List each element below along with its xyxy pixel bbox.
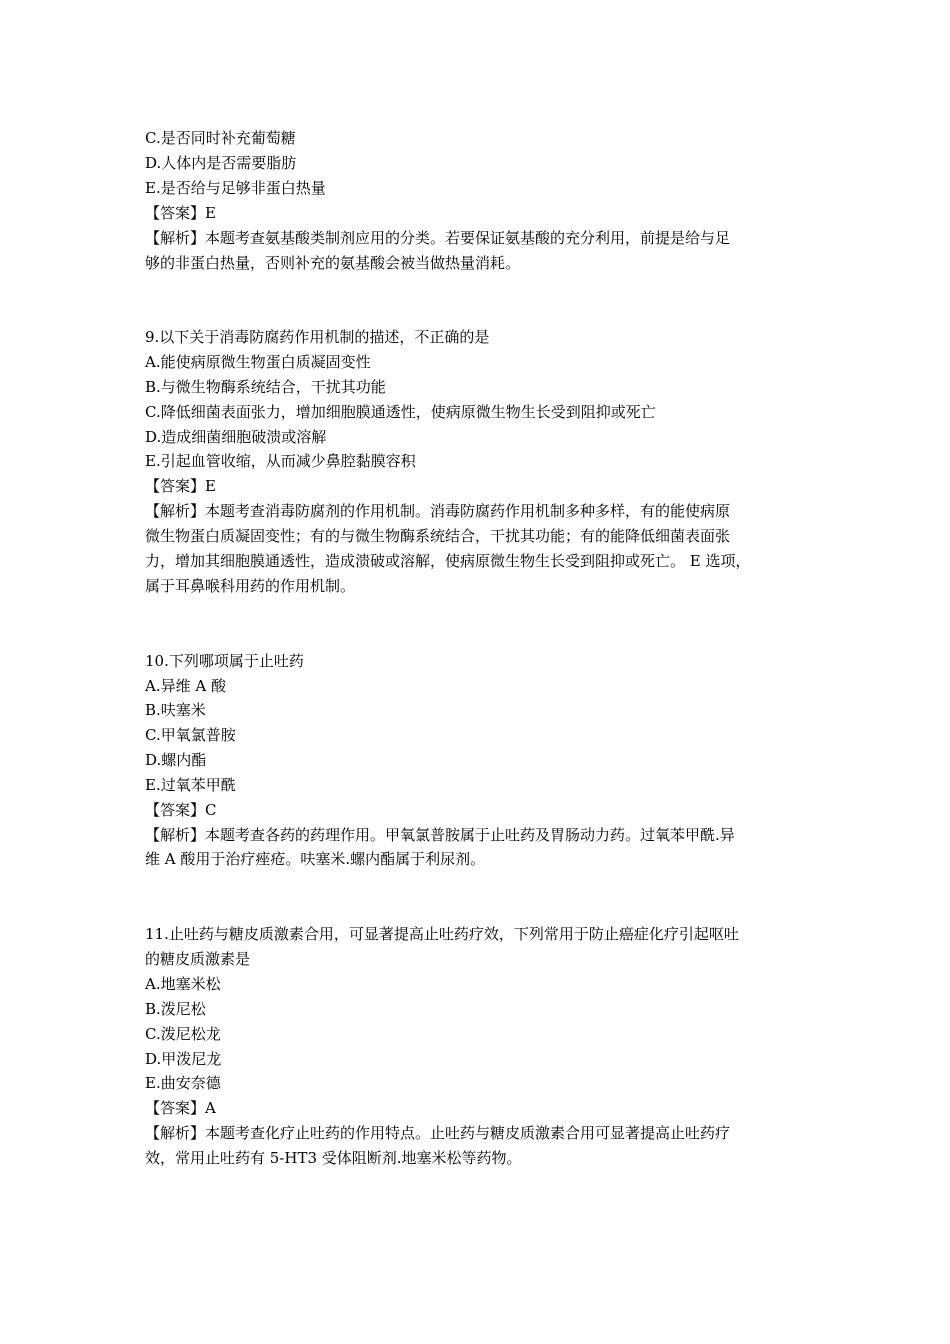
option-line: B.呋塞米 — [145, 701, 206, 719]
text-line: D.人体内是否需要脂肪 — [145, 154, 297, 172]
analysis-line: 【解析】本题考查各药的药理作用。甲氧氯普胺属于止吐药及胃肠动力药。过氧苯甲酰.异 — [145, 826, 735, 844]
analysis-line: 微生物蛋白质凝固变性；有的与微生物酶系统结合，干扰其功能；有的能降低细菌表面张 — [145, 527, 731, 545]
option-line: E.过氧苯甲酰 — [145, 776, 236, 794]
answer-line: 【答案】E — [145, 477, 216, 495]
question-title: 10.下列哪项属于止吐药 — [145, 652, 304, 670]
question-title: 的糖皮质激素是 — [145, 950, 251, 968]
option-line: D.造成细菌细胞破溃或溶解 — [145, 428, 327, 446]
option-line: B.与微生物酶系统结合，干扰其功能 — [145, 378, 386, 396]
option-line: D.螺内酯 — [145, 751, 207, 769]
option-line: A.能使病原微生物蛋白质凝固变性 — [145, 353, 371, 371]
analysis-line: 【解析】本题考查消毒防腐剂的作用机制。消毒防腐药作用机制多种多样，有的能使病原 — [145, 502, 731, 520]
question-title: 11.止吐药与糖皮质激素合用，可显著提高止吐药疗效，下列常用于防止癌症化疗引起呕吐 — [145, 925, 739, 943]
option-line: C.泼尼松龙 — [145, 1025, 221, 1043]
answer-line: 【答案】C — [145, 801, 217, 819]
analysis-line: 效，常用止吐药有 5-HT3 受体阻断剂.地塞米松等药物。 — [145, 1149, 522, 1167]
analysis-line: 力，增加其细胞膜通透性，造成溃破或溶解，使病原微生物生长受到阻抑或死亡。 E 选项， — [145, 552, 751, 570]
analysis-line: 【解析】本题考查氨基酸类制剂应用的分类。若要保证氨基酸的充分利用，前提是给与足 — [145, 229, 731, 247]
option-line: C.降低细菌表面张力，增加细胞膜通透性，使病原微生物生长受到阻抑或死亡 — [145, 403, 656, 421]
option-line: C.甲氧氯普胺 — [145, 726, 236, 744]
answer-line: 【答案】E — [145, 204, 216, 222]
option-line: D.甲泼尼龙 — [145, 1050, 222, 1068]
option-line: E.引起血管收缩，从而减少鼻腔黏膜容积 — [145, 452, 416, 470]
option-line: A.异维 A 酸 — [145, 677, 226, 695]
option-line: E.曲安奈德 — [145, 1074, 221, 1092]
analysis-line: 【解析】本题考查化疗止吐药的作用特点。止吐药与糖皮质激素合用可显著提高止吐药疗 — [145, 1124, 731, 1142]
option-line: B.泼尼松 — [145, 1000, 206, 1018]
question-title: 9.以下关于消毒防腐药作用机制的描述，不正确的是 — [145, 328, 490, 346]
analysis-line: 维 A 酸用于治疗痤疮。呋塞米.螺内酯属于利尿剂。 — [145, 850, 486, 868]
text-line: E.是否给与足够非蛋白热量 — [145, 179, 326, 197]
analysis-line: 够的非蛋白热量，否则补充的氨基酸会被当做热量消耗。 — [145, 254, 521, 272]
answer-line: 【答案】A — [145, 1099, 216, 1117]
text-line: C.是否同时补充葡萄糖 — [145, 129, 296, 147]
option-line: A.地塞米松 — [145, 975, 221, 993]
analysis-line: 属于耳鼻喉科用药的作用机制。 — [145, 577, 356, 595]
